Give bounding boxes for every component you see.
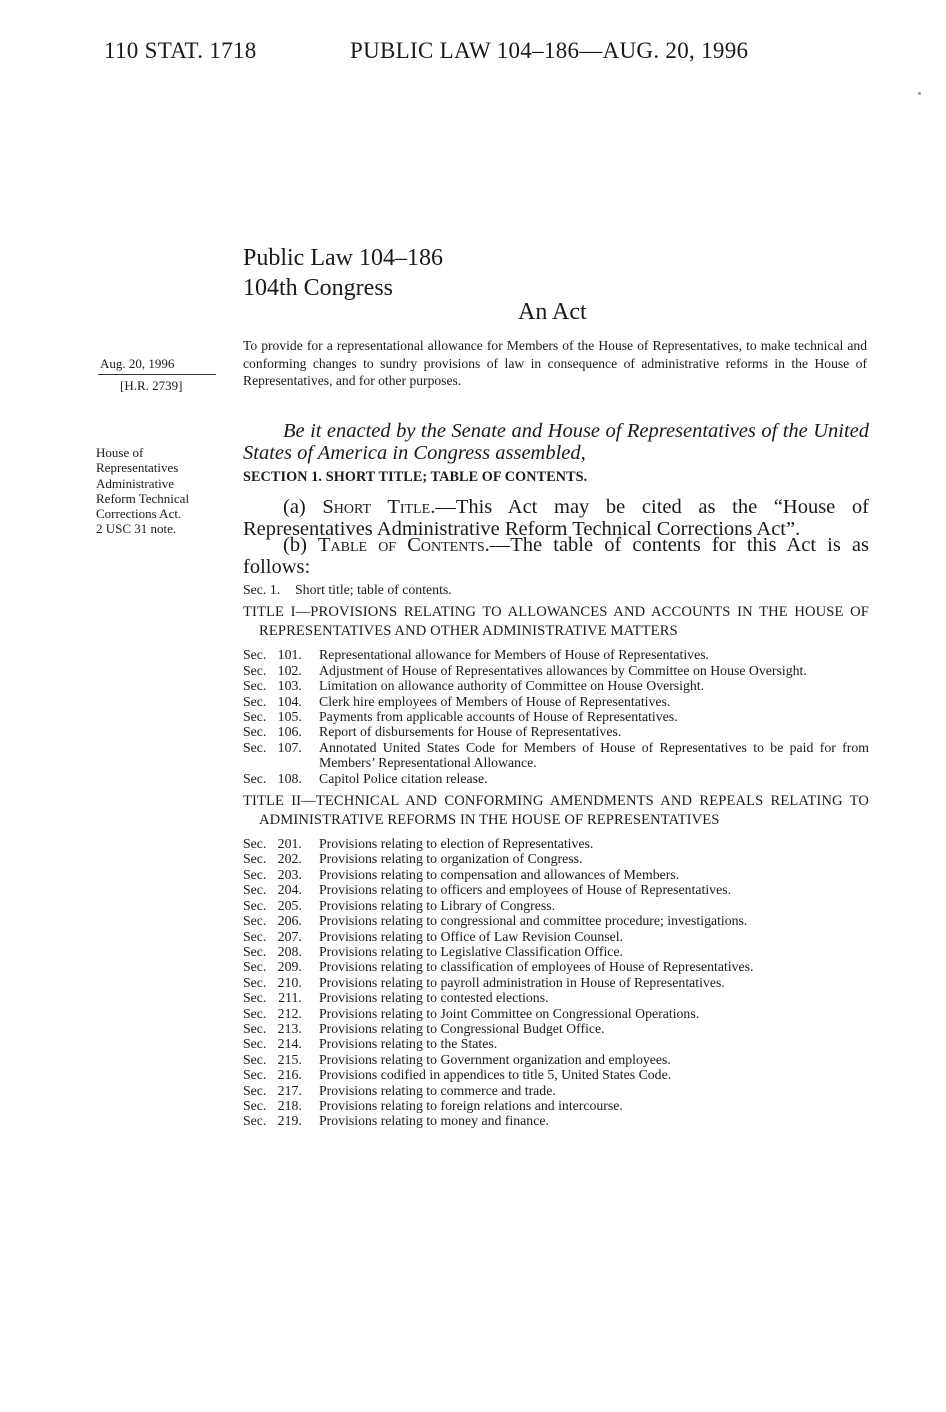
enactment-date: Aug. 20, 1996 <box>100 356 175 371</box>
running-header <box>104 38 824 72</box>
margin-act-note <box>96 445 231 537</box>
toc-entry <box>243 740 869 771</box>
table-of-contents <box>243 582 869 1129</box>
toc-section-number: Sec. 105. <box>243 709 302 725</box>
toc-section-number: Sec. 204. <box>243 882 302 898</box>
toc-entry <box>243 1006 869 1021</box>
toc-title-ii-heading: TITLE II—TECHNICAL AND CONFORMING AMENDMENTS AND REPEALS RELATING TO ADMINISTRATIVE REFORMS IN THE HOUSE OF REPRESENTATIVES <box>243 793 869 829</box>
toc-entry <box>243 990 869 1005</box>
toc-section-title: Provisions relating to Library of Congress. <box>319 897 556 913</box>
toc-entry <box>243 1113 869 1128</box>
toc-entry <box>243 836 869 851</box>
toc-entry <box>243 771 869 786</box>
toc-section-title: Report of disbursements for House of Representatives. <box>319 724 622 740</box>
toc-entry <box>243 913 869 928</box>
toc-section-title: Provisions relating to congressional and committee procedure; investigations. <box>319 913 748 929</box>
toc-section-title: Provisions relating to election of Representatives. <box>319 836 594 852</box>
toc-section-title: Payments from applicable accounts of House of Representatives. <box>319 709 678 725</box>
toc-section-number: Sec. 101. <box>243 647 302 663</box>
toc-section-number: Sec. 102. <box>243 662 302 678</box>
toc-section-number: Sec. 219. <box>243 1113 302 1129</box>
toc-entry <box>243 929 869 944</box>
toc-section-number: Sec. 108. <box>243 770 302 786</box>
enacting-clause: Be it enacted by the Senate and House of Representatives of the United States of America in Congress assembled, <box>243 420 869 464</box>
toc-entry <box>243 582 869 597</box>
toc-section-title: Provisions relating to Congressional Budget Office. <box>319 1020 605 1036</box>
section-1-heading: SECTION 1. SHORT TITLE; TABLE OF CONTENTS. <box>243 469 588 485</box>
toc-entry <box>243 678 869 693</box>
toc-section-number: Sec. 202. <box>243 851 302 867</box>
margin-note-line: Administrative <box>96 475 174 491</box>
toc-entry <box>243 1021 869 1036</box>
toc-section-number: Sec. 212. <box>243 1005 302 1021</box>
toc-section-title: Representational allowance for Members of House of Representatives. <box>319 647 710 663</box>
toc-entry <box>243 724 869 739</box>
toc-section-number: Sec. 208. <box>243 943 302 959</box>
scan-speck <box>918 92 921 95</box>
an-act-heading: An Act <box>518 299 587 325</box>
toc-section-title: Clerk hire employees of Members of House of Representatives. <box>319 693 671 709</box>
toc-entry <box>243 647 869 662</box>
toc-section-title: Provisions relating to foreign relations and intercourse. <box>319 1097 623 1113</box>
toc-section-number: Sec. 201. <box>243 836 302 852</box>
margin-note-line: House of <box>96 445 144 460</box>
toc-section-title: Capitol Police citation release. <box>319 770 488 786</box>
congress-number: 104th Congress <box>243 275 393 301</box>
toc-section-title: Provisions relating to Government organization and employees. <box>319 1051 671 1067</box>
subsection-a-text: .—This Act may be cited as the “House of Representatives Administrative Reform Technical Corrections Act”. <box>243 496 869 540</box>
subsection-b-label: (b) <box>283 534 319 556</box>
subsection-b <box>243 534 869 578</box>
margin-note-line: Reform Technical <box>96 490 190 506</box>
toc-section-number: Sec. 209. <box>243 959 302 975</box>
toc-entry <box>243 1067 869 1082</box>
toc-entry <box>243 1083 869 1098</box>
margin-rule <box>98 374 216 375</box>
toc-title-ii-entries <box>243 836 869 1129</box>
toc-section-title: Annotated United States Code for Members of House of Representatives to be paid for from Members’ Representational Allowance. <box>319 739 869 771</box>
toc-section-number: Sec. 207. <box>243 928 302 944</box>
toc-section-title: Provisions relating to classification of employees of House of Representatives. <box>319 959 754 975</box>
toc-section-number: Sec. 103. <box>243 678 302 694</box>
toc-section-title: Provisions relating to compensation and allowances of Members. <box>319 866 680 882</box>
toc-section-title: Adjustment of House of Representatives allowances by Committee on House Oversight. <box>319 662 807 678</box>
toc-section-title: Short title; table of contents. <box>295 582 452 597</box>
toc-section-number: Sec. 218. <box>243 1097 302 1113</box>
toc-section-number: Sec. 211. <box>243 990 302 1006</box>
bill-number: [H.R. 2739] <box>120 378 183 393</box>
toc-section-number: Sec. 213. <box>243 1020 302 1036</box>
toc-section-title: Provisions codified in appendices to title 5, United States Code. <box>319 1067 672 1083</box>
toc-section-number: Sec. 216. <box>243 1067 302 1083</box>
toc-section-title: Provisions relating to officers and employees of House of Representatives. <box>319 882 732 898</box>
margin-note-line: Corrections Act. <box>96 506 182 522</box>
toc-section-title: Provisions relating to money and finance. <box>319 1113 549 1129</box>
toc-section-number: Sec. 104. <box>243 693 302 709</box>
toc-entry <box>243 1036 869 1051</box>
toc-section-number: Sec. 206. <box>243 913 302 929</box>
stat-reference: 110 STAT. 1718 <box>104 38 257 63</box>
toc-section-number: Sec. 203. <box>243 866 302 882</box>
toc-section-title: Provisions relating to the States. <box>319 1036 498 1052</box>
toc-section-title: Provisions relating to Legislative Classification Office. <box>319 943 623 959</box>
margin-note-line: Representatives <box>96 460 179 476</box>
toc-section-number: Sec. 215. <box>243 1051 302 1067</box>
subsection-a-caption: Short Title <box>322 496 431 518</box>
toc-entry <box>243 959 869 974</box>
toc-section-number: Sec. 210. <box>243 974 302 990</box>
toc-entry <box>243 898 869 913</box>
law-title-block <box>243 243 883 303</box>
toc-entry <box>243 709 869 724</box>
toc-entry <box>243 882 869 897</box>
toc-section-title: Provisions relating to Joint Committee on Congressional Operations. <box>319 1005 700 1021</box>
toc-section-number: Sec. 217. <box>243 1082 302 1098</box>
toc-entry <box>243 1052 869 1067</box>
toc-section-title: Limitation on allowance authority of Committee on House Oversight. <box>319 678 705 694</box>
subsection-b-caption: Table of Contents <box>318 534 485 556</box>
toc-entry <box>243 851 869 866</box>
margin-note-line: 2 USC 31 note. <box>96 521 177 537</box>
margin-date-note <box>96 356 231 393</box>
toc-section-number: Sec. 107. <box>243 739 302 755</box>
toc-entry <box>243 1098 869 1113</box>
toc-section-title: Provisions relating to contested elections. <box>319 990 549 1006</box>
toc-section-title: Provisions relating to payroll administration in House of Representatives. <box>319 974 725 990</box>
toc-entry <box>243 944 869 959</box>
toc-section-title: Provisions relating to Office of Law Revision Counsel. <box>319 928 624 944</box>
toc-section-title: Provisions relating to commerce and trade. <box>319 1082 556 1098</box>
subsection-b-text: .—The table of contents for this Act is as follows: <box>243 534 869 578</box>
toc-entry <box>243 867 869 882</box>
toc-entry <box>243 663 869 678</box>
toc-entry <box>243 975 869 990</box>
toc-section-number: Sec. 205. <box>243 897 302 913</box>
long-title: To provide for a representational allowance for Members of the House of Representatives, to make technical and conforming changes to sundry provisions of law in consequence of administrative reforms in the House of Representatives, and for other purposes. <box>243 338 867 388</box>
toc-title-i-entries <box>243 647 869 786</box>
toc-section-number: Sec. 1. <box>243 582 281 597</box>
law-and-date: PUBLIC LAW 104–186—AUG. 20, 1996 <box>350 38 749 63</box>
subsection-a-label: (a) <box>283 496 323 518</box>
toc-entry <box>243 694 869 709</box>
public-law-number: Public Law 104–186 <box>243 245 443 271</box>
toc-section-number: Sec. 214. <box>243 1036 302 1052</box>
toc-section-title: Provisions relating to organization of Congress. <box>319 851 583 867</box>
toc-title-i-heading: TITLE I—PROVISIONS RELATING TO ALLOWANCES AND ACCOUNTS IN THE HOUSE OF REPRESENTATIVES AND OTHER ADMINISTRATIVE MATTERS <box>243 604 869 640</box>
toc-section-number: Sec. 106. <box>243 724 302 740</box>
